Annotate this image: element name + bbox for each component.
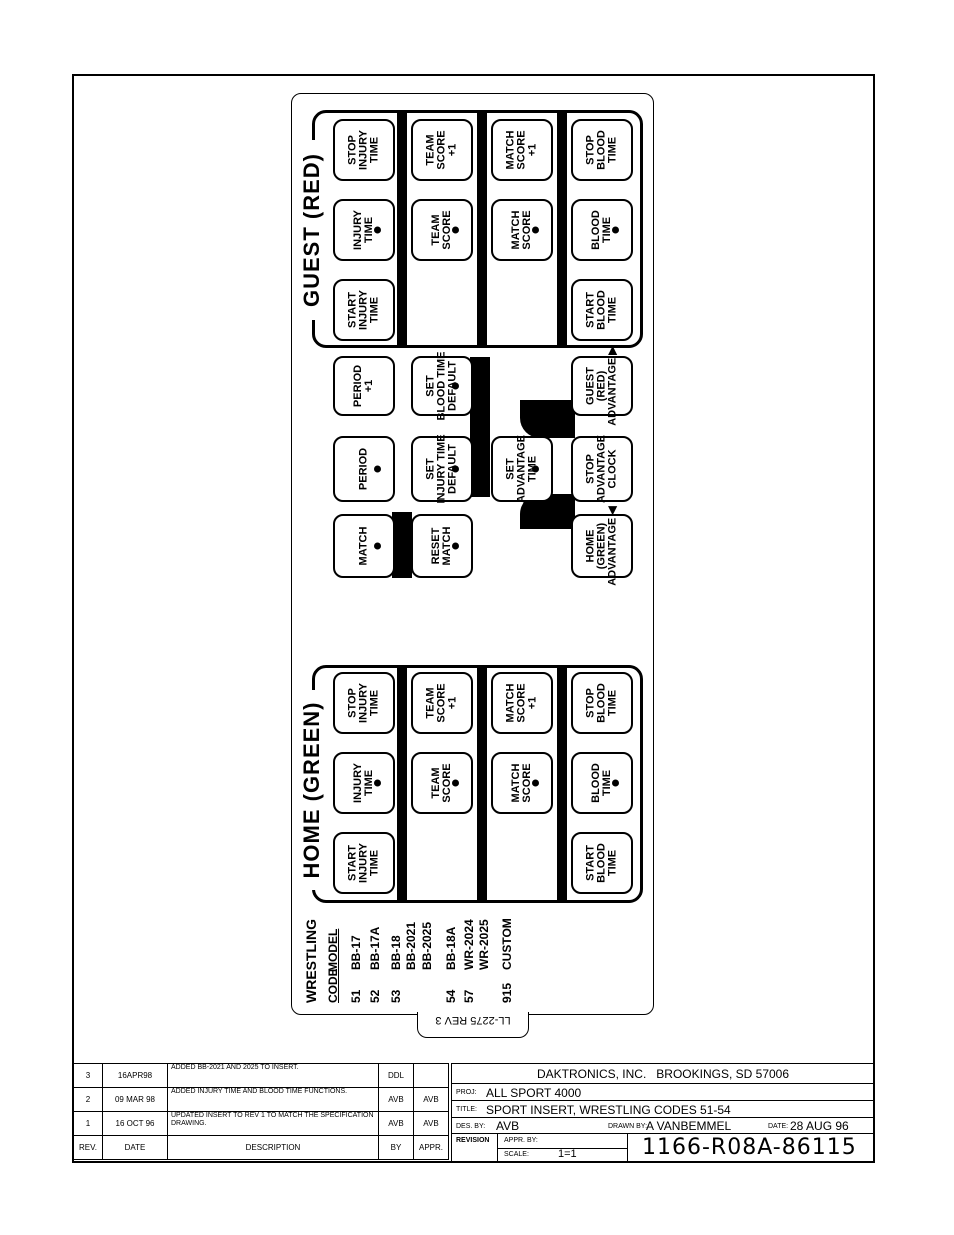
scale-label: SCALE: [504, 1151, 529, 1158]
indicator-dot-icon [532, 227, 539, 234]
home-btn-2-0[interactable] [333, 832, 395, 894]
guest-btn-0-0[interactable] [333, 119, 395, 181]
drawn-label: DRAWN BY: [608, 1123, 648, 1130]
home-btn-1-0[interactable] [333, 752, 395, 814]
model-7: WR-2025 [477, 919, 491, 970]
model-header: MODEL [326, 928, 340, 972]
reset-match-button-label: RESET MATCH [430, 526, 453, 566]
title: SPORT INSERT, WRESTLING CODES 51-54 [486, 1103, 731, 1117]
home-btn-0-0-label: STOP INJURY TIME [346, 683, 381, 723]
home-label: HOME (GREEN) [299, 701, 324, 879]
guest-btn-1-0-label: INJURY TIME [352, 210, 375, 250]
guest-btn-1-2[interactable] [491, 199, 553, 261]
indicator-dot-icon [612, 227, 619, 234]
guest-btn-2-0-label: START INJURY TIME [346, 290, 381, 330]
revision-desc: UPDATED INSERT TO REV 1 TO MATCH THE SPECIFICATION DRAWING. [168, 1112, 379, 1136]
revision-row [74, 1064, 449, 1088]
appr-cell [498, 1134, 628, 1162]
guest-btn-2-0[interactable] [333, 279, 395, 341]
guest-btn-0-1-label: TEAM SCORE +1 [424, 130, 459, 170]
period-button[interactable] [333, 436, 395, 502]
indicator-dot-icon [452, 780, 459, 787]
guest-btn-0-3[interactable] [571, 119, 633, 181]
indicator-dot-icon [374, 543, 381, 550]
revision-by: DDL [379, 1064, 414, 1088]
revision-appr [414, 1064, 449, 1088]
revision-row [74, 1112, 449, 1136]
revision-rev: 2 [74, 1088, 103, 1112]
guest-btn-0-2-label: MATCH SCORE +1 [504, 130, 539, 170]
code-5: 54 [444, 989, 458, 1003]
indicator-dot-icon [374, 466, 381, 473]
revision-date: 16 OCT 96 [103, 1112, 168, 1136]
proj-row [452, 1084, 874, 1101]
home-group-bar [397, 667, 407, 901]
model-6: WR-2024 [462, 919, 476, 970]
code-6: 57 [462, 989, 476, 1003]
guest-group-bar-2 [477, 112, 487, 346]
indicator-dot-icon [612, 780, 619, 787]
guest-btn-2-3[interactable] [571, 279, 633, 341]
guest-advantage-button[interactable] [571, 346, 633, 426]
home-btn-0-2-label: MATCH SCORE +1 [504, 683, 539, 723]
home-btn-1-2-label: MATCH SCORE [510, 763, 533, 803]
des-row [452, 1118, 874, 1134]
home-btn-0-3[interactable] [571, 672, 633, 734]
home-btn-2-3-label: START BLOOD TIME [584, 843, 619, 883]
guest-group-bar-3 [557, 112, 567, 346]
guest-btn-1-1[interactable] [411, 199, 473, 261]
rev-header-rev: REV. [74, 1136, 103, 1160]
codes-heading: WRESTLING [303, 919, 319, 1003]
home-group-bar-2 [477, 667, 487, 901]
model-1: BB-17A [368, 926, 382, 970]
model-2: BB-18 [389, 935, 403, 970]
code-8: 915 [500, 982, 514, 1003]
indicator-dot-icon [374, 227, 381, 234]
rev-header-by: BY [379, 1136, 414, 1160]
model-4: BB-2025 [420, 921, 434, 970]
guest-btn-0-0-label: STOP INJURY TIME [346, 130, 381, 170]
revision-cell [452, 1134, 498, 1162]
guest-btn-1-0[interactable] [333, 199, 395, 261]
home-btn-0-3-label: STOP BLOOD TIME [584, 683, 619, 723]
home-btn-0-1[interactable] [411, 672, 473, 734]
period-button-label: PERIOD [357, 447, 370, 491]
proj-label: PROJ: [456, 1089, 477, 1096]
indicator-dot-icon [452, 227, 459, 234]
date-label: DATE: [768, 1123, 789, 1130]
indicator-dot-icon [532, 780, 539, 787]
revision-appr: AVB [414, 1088, 449, 1112]
revision-date: 09 MAR 98 [103, 1088, 168, 1112]
guest-btn-1-2-label: MATCH SCORE [510, 210, 533, 250]
date: 28 AUG 96 [790, 1119, 849, 1133]
title-label: TITLE: [456, 1106, 478, 1113]
model-8: CUSTOM [500, 918, 514, 970]
set-injury-default-button-label: SET INJURY TIME DEFAULT [424, 434, 459, 504]
model-5: BB-18A [444, 926, 458, 970]
home-btn-1-3[interactable] [571, 752, 633, 814]
guest-btn-1-1-label: TEAM SCORE [430, 210, 453, 250]
home-btn-0-0[interactable] [333, 672, 395, 734]
revision-table [73, 1063, 449, 1160]
model-0: BB-17 [349, 935, 363, 970]
match-button[interactable] [333, 514, 395, 578]
revision-by: AVB [379, 1112, 414, 1136]
code-1: 52 [368, 989, 382, 1003]
middle-bar-a [392, 512, 412, 578]
indicator-dot-icon [374, 780, 381, 787]
home-btn-1-3-label: BLOOD TIME [590, 763, 613, 803]
home-advantage-button-label: HOME (GREEN) ADVANTAGE ◀ [584, 506, 619, 586]
revision-appr: AVB [414, 1112, 449, 1136]
set-blood-default-button[interactable] [411, 351, 473, 421]
rev-header-appr: APPR. [414, 1136, 449, 1160]
revision-rev: 3 [74, 1064, 103, 1088]
guest-btn-0-3-label: STOP BLOOD TIME [584, 130, 619, 170]
guest-btn-2-3-label: START BLOOD TIME [584, 290, 619, 330]
home-btn-0-2[interactable] [491, 672, 553, 734]
home-btn-1-1[interactable] [411, 752, 473, 814]
set-injury-default-button[interactable] [411, 436, 473, 502]
home-btn-2-0-label: START INJURY TIME [346, 843, 381, 883]
des-label: DES. BY: [456, 1123, 486, 1130]
middle-bar-c [520, 400, 575, 438]
scale: 1=1 [558, 1148, 577, 1160]
guest-btn-0-1[interactable] [411, 119, 473, 181]
revision-desc: ADDED BB-2021 AND 2025 TO INSERT. [168, 1064, 379, 1088]
home-advantage-button[interactable] [571, 506, 633, 586]
insert-tab [417, 1012, 529, 1038]
appr-label: APPR. BY: [504, 1137, 538, 1144]
proj: ALL SPORT 4000 [486, 1086, 582, 1100]
set-blood-default-button-label: SET BLOOD TIME DEFAULT [424, 351, 459, 421]
match-button-label: MATCH [357, 526, 370, 566]
code-2: 53 [389, 989, 403, 1003]
company: DAKTRONICS, INC. BROOKINGS, SD 57006 [536, 1067, 790, 1081]
title-block [451, 1063, 874, 1162]
guest-advantage-button-label: GUEST (RED) ADVANTAGE ▶ [584, 346, 619, 426]
rev-header-date: DATE [103, 1136, 168, 1160]
company-row [452, 1063, 874, 1084]
code-header: CODE [326, 968, 340, 1003]
period-plus-button[interactable] [333, 356, 395, 416]
revision-by: AVB [379, 1088, 414, 1112]
title-row [452, 1101, 874, 1118]
drawing-number: 1166-R08A-86115 [642, 1135, 857, 1160]
home-btn-1-0-label: INJURY TIME [352, 763, 375, 803]
home-group-bar-3 [557, 667, 567, 901]
des: AVB [496, 1119, 520, 1133]
revision-label: REVISION [456, 1137, 490, 1144]
drawn: A VANBEMMEL [646, 1119, 732, 1133]
guest-btn-0-2[interactable] [491, 119, 553, 181]
home-btn-1-2[interactable] [491, 752, 553, 814]
rev-header-desc: DESCRIPTION [168, 1136, 379, 1160]
middle-bar-b [470, 357, 490, 497]
guest-group-bar [397, 112, 407, 346]
set-advantage-time-button-label: SET ADVANTAGE TIME [504, 434, 539, 504]
reset-match-button[interactable] [411, 514, 473, 578]
home-btn-2-3[interactable] [571, 832, 633, 894]
code-0: 51 [349, 989, 363, 1003]
guest-btn-1-3-label: BLOOD TIME [590, 210, 613, 250]
stop-advantage-button-label: STOP ADVANTAGE CLOCK [584, 434, 619, 504]
home-btn-0-1-label: TEAM SCORE +1 [424, 683, 459, 723]
guest-label: GUEST (RED) [299, 153, 324, 307]
set-advantage-time-button[interactable] [491, 436, 553, 502]
revision-date: 16APR98 [103, 1064, 168, 1088]
indicator-dot-icon [452, 543, 459, 550]
guest-btn-1-3[interactable] [571, 199, 633, 261]
tab-label: LL-2275 REV 3 [435, 1014, 511, 1026]
model-3: BB-2021 [404, 921, 418, 970]
revision-rev: 1 [74, 1112, 103, 1136]
period-plus-button-label: PERIOD +1 [352, 364, 375, 408]
revision-desc: ADDED INJURY TIME AND BLOOD TIME FUNCTIONS. [168, 1088, 379, 1112]
revision-row [74, 1088, 449, 1112]
stop-advantage-button[interactable] [571, 436, 633, 502]
home-btn-1-1-label: TEAM SCORE [430, 763, 453, 803]
